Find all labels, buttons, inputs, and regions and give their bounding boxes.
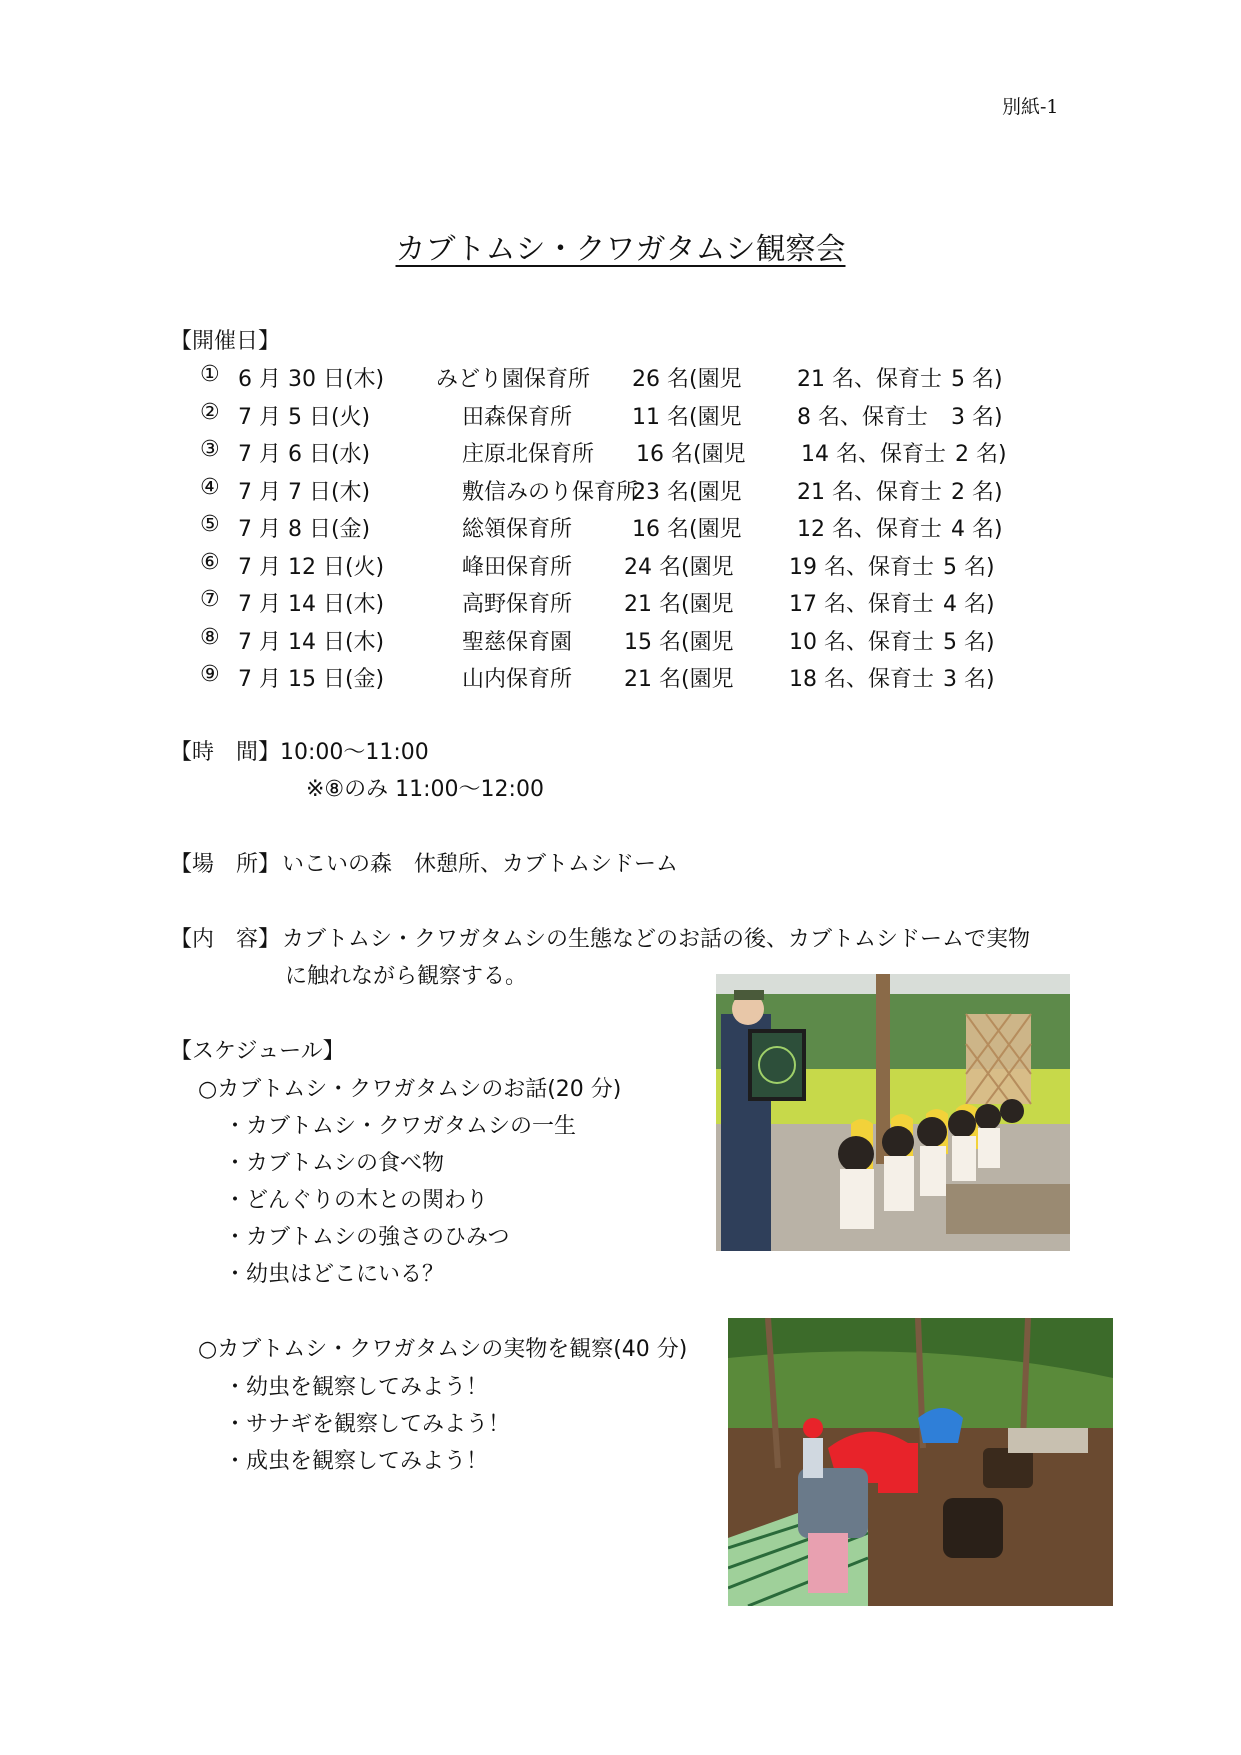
date-row-num: ② [200,399,220,425]
time-heading: 【時 間】 [170,740,281,765]
date-row-place: 総領保育所 [462,517,573,542]
date-row-kids: 17 名、保育士 [789,592,934,617]
date-row-place: 山内保育所 [462,667,573,692]
date-row-total: 21 名(園児 [624,592,734,617]
schedule-part1-item: ・どんぐりの木との関わり [224,1188,489,1213]
schedule-part1-item: ・カブトムシの強さのひみつ [224,1225,510,1250]
place-heading: 【場 所】 [170,852,281,877]
photo-talk-image [716,974,1070,1251]
date-row-num: ① [200,362,220,387]
date-row-kids: 10 名、保育士 [789,629,934,655]
schedule-part2-item: ・サナギを観察してみよう！ [224,1412,511,1437]
schedule-part2-title: ○カブトムシ・クワガタムシの実物を観察(40 分) [198,1337,688,1362]
date-row-num: ⑦ [200,587,220,612]
dates-heading: 【開催日】 [170,329,281,354]
date-row-date: 7 月 14 日(木) [238,629,385,655]
date-row-total: 23 名(園児 [632,479,742,505]
time-note: ※⑧のみ 11:00～12:00 [306,777,544,802]
photo-dome [728,1318,1113,1606]
date-row-num: ⑥ [200,549,220,575]
page-label: 別紙-1 [1002,96,1059,118]
date-row-place: 敷信みのり保育所 [462,479,639,505]
date-row-staff: 5 名) [943,554,995,580]
page-title-text: カブトムシ・クワガタムシ観察会 [395,232,846,267]
date-row-staff: 3 名) [951,404,1003,430]
place-value: いこいの森 休憩所、カブトムシドーム [282,852,679,877]
content-line1: カブトムシ・クワガタムシの生態などのお話の後、カブトムシドームで実物 [282,927,1031,952]
schedule-part1-item: ・カブトムシの食べ物 [224,1151,445,1176]
schedule-part1-item: ・幼虫はどこにいる？ [224,1262,445,1287]
schedule-part2-item: ・成虫を観察してみよう！ [224,1449,489,1474]
date-row-place: みどり園保育所 [436,367,591,392]
date-row-kids: 21 名、保育士 [797,479,942,505]
date-row-date: 7 月 6 日(水) [238,442,371,467]
date-row-date: 7 月 5 日(火) [238,404,371,430]
date-row-kids: 19 名、保育士 [789,554,934,580]
date-row-staff: 3 名) [943,667,995,692]
date-row-place: 峰田保育所 [462,554,573,580]
date-row-kids: 14 名、保育士 [801,442,946,467]
schedule-heading: 【スケジュール】 [170,1039,345,1064]
date-row-total: 21 名(園児 [624,667,734,692]
date-row-date: 7 月 15 日(金) [238,667,385,692]
date-row-total: 15 名(園児 [624,629,734,655]
time-value: 10:00～11:00 [280,740,429,765]
schedule-part1-item: ・カブトムシ・クワガタムシの一生 [224,1114,577,1139]
photo-dome-image [728,1318,1113,1606]
date-row-num: ④ [200,474,220,500]
date-row-total: 11 名(園児 [632,404,742,430]
content-heading: 【内 容】 [170,927,281,952]
page-title [0,224,1241,268]
date-row-place: 田森保育所 [462,404,573,430]
schedule-part2-item: ・幼虫を観察してみよう！ [224,1375,489,1400]
date-row-kids: 12 名、保育士 [797,517,942,542]
date-row-kids: 8 名、保育士 [797,404,928,430]
date-row-staff: 5 名) [951,367,1003,392]
date-row-total: 24 名(園児 [624,554,734,580]
date-row-total: 26 名(園児 [632,367,742,392]
date-row-staff: 5 名) [943,629,995,655]
date-row-date: 7 月 12 日(火) [238,554,385,580]
date-row-place: 高野保育所 [462,592,573,617]
date-row-staff: 4 名) [943,592,995,617]
date-row-num: ⑨ [200,662,220,687]
date-row-place: 庄原北保育所 [462,442,595,467]
date-row-date: 7 月 7 日(木) [238,479,371,505]
date-row-staff: 2 名) [951,479,1003,505]
date-row-kids: 18 名、保育士 [789,667,934,692]
date-row-staff: 2 名) [955,442,1007,467]
date-row-num: ⑧ [200,624,220,650]
schedule-part1-title: ○カブトムシ・クワガタムシのお話(20 分) [198,1077,622,1102]
date-row-num: ③ [200,437,220,462]
date-row-total: 16 名(園児 [632,517,742,542]
date-row-place: 聖慈保育園 [462,629,573,655]
date-row-date: 7 月 14 日(木) [238,592,385,617]
content-line2: に触れながら観察する。 [285,964,528,989]
date-row-staff: 4 名) [951,517,1003,542]
photo-talk [716,974,1070,1251]
date-row-kids: 21 名、保育士 [797,367,942,392]
date-row-num: ⑤ [200,512,220,537]
date-row-date: 6 月 30 日(木) [238,367,385,392]
date-row-date: 7 月 8 日(金) [238,517,371,542]
date-row-total: 16 名(園児 [636,442,746,467]
